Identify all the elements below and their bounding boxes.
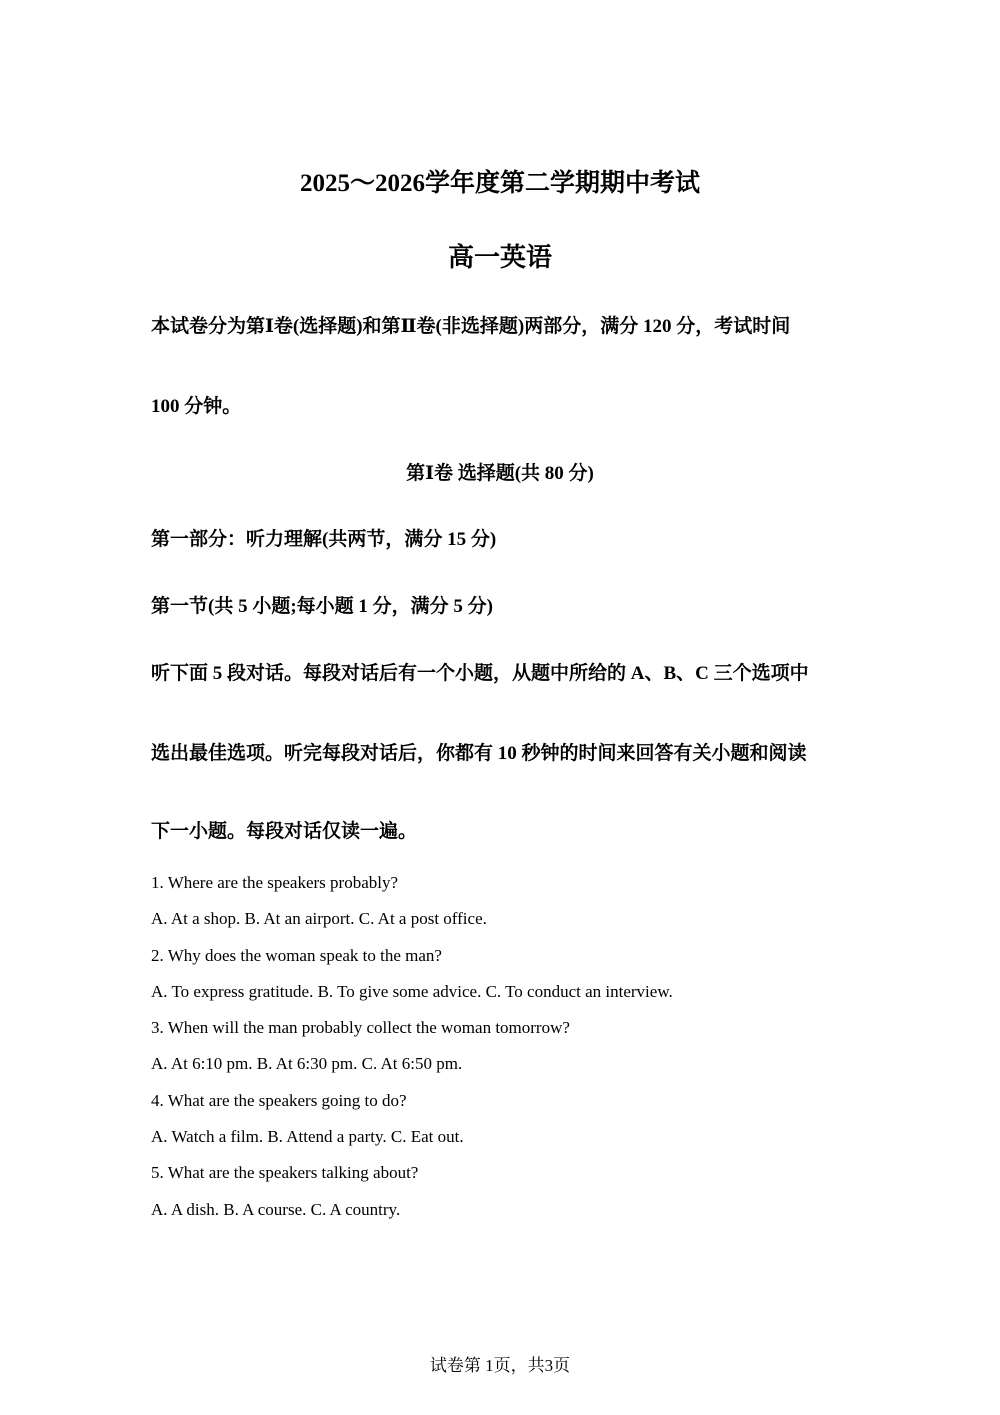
question-list (151, 872, 871, 1235)
question-text: 1. Where are the speakers probably? (151, 873, 399, 892)
question-text: 2. Why does the woman speak to the man? (151, 945, 442, 965)
volume-title: 第Ⅰ卷 选择题(共 80 分) (406, 463, 594, 484)
question-text: 4. What are the speakers going to do? (151, 1090, 407, 1110)
question-options: A. At a shop. B. At an airport. C. At a post office. (151, 909, 487, 929)
section-title: 第一节(共 5 小题;每小题 1 分，满分 5 分) (151, 596, 493, 617)
question-options: A. Watch a film. B. Attend a party. C. Eat out. (151, 1127, 464, 1147)
subject-title: 高一英语 (447, 243, 552, 272)
question-options: A. To express gratitude. B. To give some advice. C. To conduct an interview. (151, 981, 673, 1001)
section-instructions-line-2: 选出最佳选项。听完每段对话后，你都有 10 秒钟的时间来回答有关小题和阅读 (151, 743, 807, 764)
page-footer: 试卷第 1页，共3页 (429, 1356, 571, 1375)
section-instructions-line-3: 下一小题。每段对话仅读一遍。 (151, 821, 418, 842)
question-text: 5. What are the speakers talking about? (151, 1163, 419, 1183)
part-title: 第一部分：听力理解(共两节，满分 15 分) (151, 529, 497, 550)
question-options: A. A dish. B. A course. C. A country. (151, 1199, 401, 1219)
exam-instructions-line-2: 100 分钟。 (151, 396, 242, 417)
exam-title: 2025～2026学年度第二学期期中考试 (299, 170, 700, 197)
section-instructions-line-1: 听下面 5 段对话。每段对话后有一个小题，从题中所给的 A、B、C 三个选项中 (151, 663, 809, 684)
exam-instructions-line-1: 本试卷分为第Ⅰ卷(选择题)和第Ⅱ卷(非选择题)两部分，满分 120 分，考试时间 (151, 316, 791, 337)
question-options: A. At 6:10 pm. B. At 6:30 pm. C. At 6:50 pm. (151, 1054, 463, 1074)
question-text: 3. When will the man probably collect the woman tomorrow? (151, 1018, 570, 1038)
